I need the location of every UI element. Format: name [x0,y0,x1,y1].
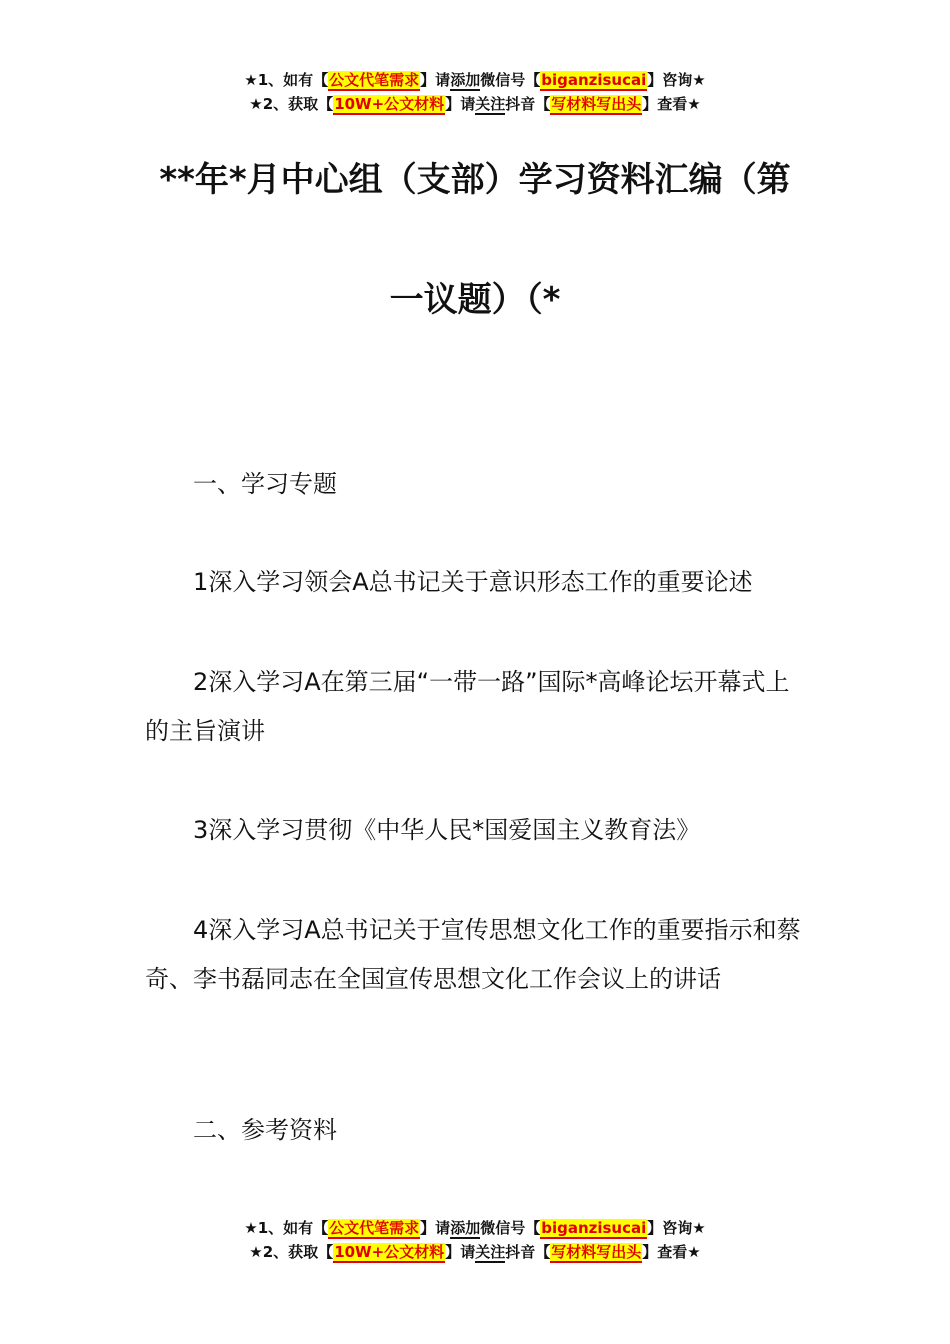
promo-douyin-id: 写材料写出头 [551,1243,642,1261]
list-item [145,906,810,1004]
promo-banner-top [0,68,950,116]
promo-line-1 [0,1216,950,1240]
promo-text: ★2、获取【 [249,95,334,113]
promo-highlight: 10W+公文材料 [334,95,445,113]
list-item-text: 2深入学习A在第三届“一带一路”国际*高峰论坛开幕式上的主旨演讲 [145,668,790,745]
list-item [145,806,810,855]
promo-text: 】请 [445,95,476,113]
promo-text: 抖音【 [505,1243,551,1261]
promo-highlight: 公文代笔需求 [329,1219,420,1237]
promo-text: 】咨询★ [647,71,706,89]
promo-underline: 关注 [475,95,506,113]
promo-text: ★1、如有【 [244,71,329,89]
promo-line-2 [0,1240,950,1264]
promo-highlight: 10W+公文材料 [334,1243,445,1261]
promo-text: 】请 [445,1243,476,1261]
promo-line-1 [0,68,950,92]
promo-text: ★2、获取【 [249,1243,334,1261]
section-heading-text: 一、学习专题 [193,470,337,498]
promo-text: 微信号【 [480,1219,541,1237]
promo-text: 】咨询★ [647,1219,706,1237]
promo-underline: 添加 [450,1219,481,1237]
promo-underline: 关注 [475,1243,506,1261]
promo-text: 抖音【 [505,95,551,113]
promo-wechat-id: biganzisucai [541,71,647,89]
promo-text: 】查看★ [642,95,701,113]
promo-text: 微信号【 [480,71,541,89]
promo-underline: 添加 [450,71,481,89]
section-heading-study-topics [145,460,810,509]
document-title-line-1: **年*月中心组（支部）学习资料汇编（第 [159,160,791,200]
promo-douyin-id: 写材料写出头 [551,95,642,113]
promo-text: ★1、如有【 [244,1219,329,1237]
promo-wechat-id: biganzisucai [541,1219,647,1237]
promo-banner-bottom [0,1216,950,1264]
list-item-text: 1深入学习领会A总书记关于意识形态工作的重要论述 [193,568,753,596]
section-heading-references [145,1106,810,1155]
section-heading-text: 二、参考资料 [193,1116,337,1144]
list-item-text: 4深入学习A总书记关于宣传思想文化工作的重要指示和蔡奇、李书磊同志在全国宣传思想文化工作会议上的讲话 [145,916,801,993]
promo-text: 】请 [420,1219,451,1237]
promo-text: 】请 [420,71,451,89]
list-item [145,658,810,756]
promo-line-2 [0,92,950,116]
list-item [145,558,810,607]
list-item-text: 3深入学习贯彻《中华人民*国爱国主义教育法》 [193,816,701,844]
promo-text: 】查看★ [642,1243,701,1261]
document-title-line-2: 一议题）（* [389,280,561,320]
promo-highlight: 公文代笔需求 [329,71,420,89]
